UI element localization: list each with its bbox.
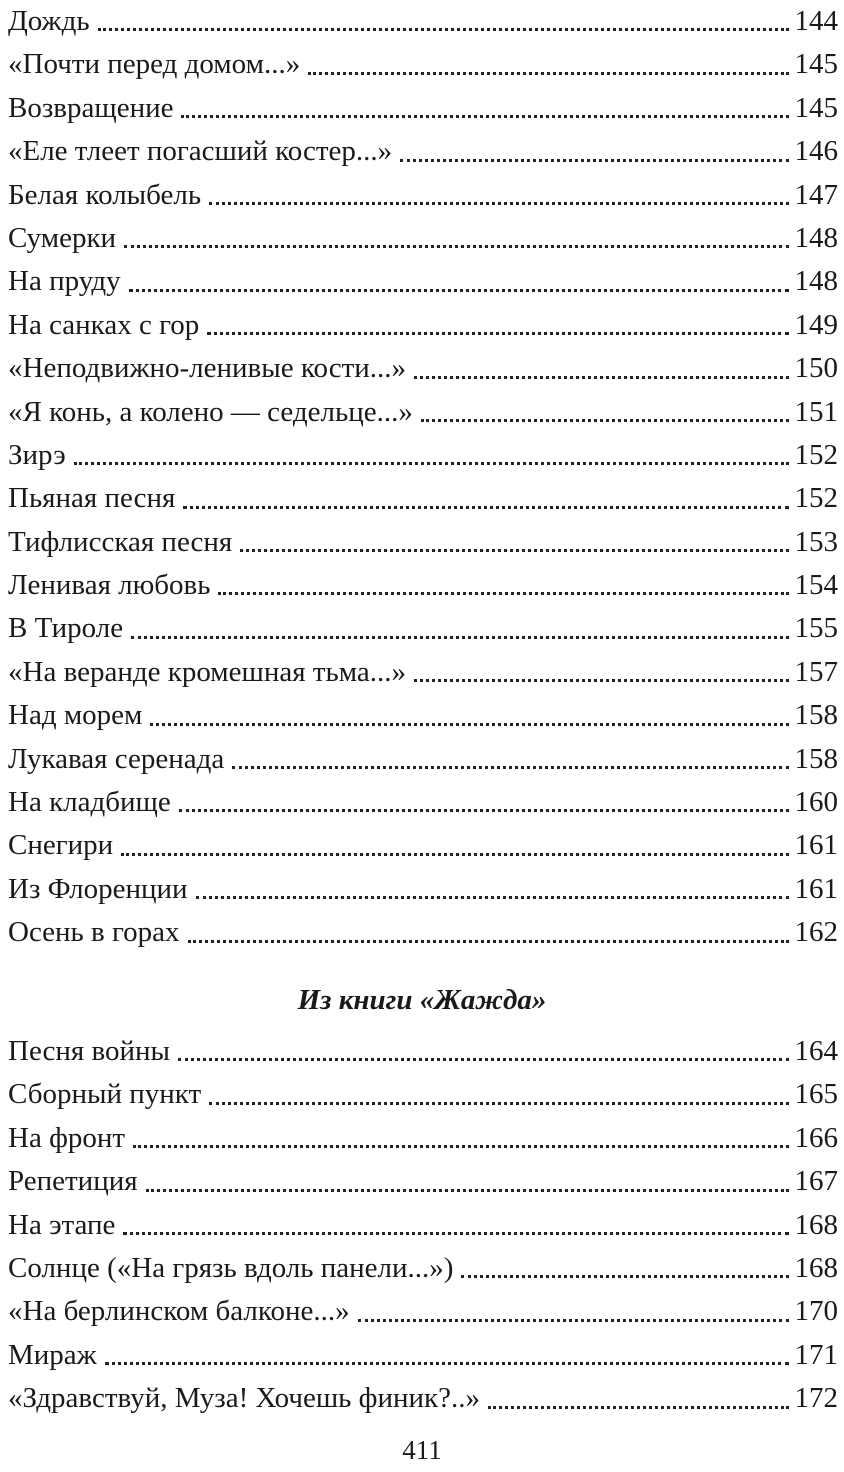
toc-entry-page: 146 — [794, 135, 838, 168]
toc-entry-page: 161 — [794, 872, 838, 905]
toc-entry-title: На кладбище — [8, 786, 171, 819]
dot-leader — [181, 115, 788, 118]
dot-leader — [123, 1232, 788, 1235]
toc-entry-title: На пруду — [8, 265, 121, 298]
toc-entry-page: 171 — [794, 1338, 838, 1371]
toc-entry-title: Сумерки — [8, 221, 117, 254]
toc-entry-page: 148 — [794, 265, 838, 298]
dot-leader — [414, 679, 789, 682]
toc-entry — [8, 1290, 838, 1333]
dot-leader — [358, 1319, 789, 1322]
toc-entry-page: 145 — [794, 91, 838, 124]
section-title: Из книги «Жажда» — [297, 984, 547, 1016]
toc-entry-title: На фронт — [8, 1121, 126, 1154]
toc-entry-page: 161 — [794, 829, 838, 862]
toc-entry-title: «Неподвижно-ленивые кости...» — [8, 352, 407, 385]
toc-entry-title: Пьяная песня — [8, 482, 176, 515]
dot-leader — [105, 1362, 789, 1365]
toc-entry — [8, 1334, 838, 1377]
dot-leader — [400, 159, 788, 162]
toc-entry-page: 158 — [794, 699, 838, 732]
toc-entry-page: 147 — [794, 178, 838, 211]
toc-entry — [8, 217, 838, 260]
toc-entry — [8, 911, 838, 954]
toc-entry-title: На этапе — [8, 1208, 116, 1241]
toc-entry-page: 157 — [794, 655, 838, 688]
toc-entry-title: Репетиция — [8, 1165, 138, 1198]
toc-entry — [8, 521, 838, 564]
toc-entry — [8, 304, 838, 347]
dot-leader — [150, 723, 788, 726]
dot-leader — [133, 1145, 788, 1148]
toc-entry-title: Снегири — [8, 829, 114, 862]
toc-entry-title: Солнце («На грязь вдоль панели...») — [8, 1251, 454, 1284]
toc-entry — [8, 87, 838, 130]
toc-entry — [8, 564, 838, 607]
toc-entry — [8, 694, 838, 737]
toc-entry-title: «Я конь, а колено — седельце...» — [8, 395, 413, 428]
toc-entry-page: 165 — [794, 1078, 838, 1111]
toc-entry — [8, 1030, 838, 1073]
toc-entry-title: Песня войны — [8, 1035, 171, 1067]
dot-leader — [232, 766, 788, 769]
toc-entry — [8, 174, 838, 217]
toc-entry-page: 168 — [794, 1208, 838, 1241]
toc-entry-title: Над морем — [8, 699, 143, 732]
dot-leader — [209, 202, 788, 205]
toc-entry-page: 155 — [794, 612, 838, 645]
toc-entry-page: 144 — [794, 5, 838, 37]
toc-entry-title: Возвращение — [8, 91, 174, 124]
dot-leader — [414, 376, 788, 379]
toc-entry-title: Зирэ — [8, 438, 66, 471]
toc-entry — [8, 1117, 838, 1160]
toc-entry — [8, 0, 838, 43]
toc-entry — [8, 651, 838, 694]
dot-leader — [131, 636, 788, 639]
toc-entry — [8, 434, 838, 477]
toc-entry-page: 170 — [794, 1295, 838, 1328]
dot-leader — [196, 896, 789, 899]
toc-entry — [8, 824, 838, 867]
toc-entry-page: 162 — [794, 916, 838, 949]
dot-leader — [218, 592, 788, 595]
dot-leader — [74, 462, 789, 465]
dot-leader — [124, 245, 788, 248]
dot-leader — [488, 1406, 789, 1409]
toc-entry-title: Мираж — [8, 1338, 97, 1371]
toc-entry-title: «На берлинском балконе...» — [8, 1295, 350, 1328]
toc-entry-page: 154 — [794, 569, 838, 602]
toc-entry-page: 150 — [794, 352, 838, 385]
dot-leader — [121, 853, 788, 856]
toc-entry-page: 160 — [794, 786, 838, 819]
toc-entry — [8, 1247, 838, 1290]
toc-entry-page: 152 — [794, 438, 838, 471]
toc-entry-title: «На веранде кромешная тьма...» — [8, 655, 406, 688]
page-number: 411 — [402, 1435, 442, 1465]
toc-entry — [8, 868, 838, 911]
dot-leader — [207, 332, 788, 335]
toc-entry-title: Осень в горах — [8, 916, 180, 949]
dot-leader — [183, 506, 788, 509]
toc-entry-page: 164 — [794, 1035, 838, 1067]
dot-leader — [421, 419, 789, 422]
toc-list-part1 — [8, 0, 838, 955]
toc-entry — [8, 391, 838, 434]
toc-entry-page: 167 — [794, 1165, 838, 1198]
toc-entry-title: «Еле тлеет погасший костер...» — [8, 135, 393, 168]
toc-entry-title: «Почти перед домом...» — [8, 48, 301, 81]
toc-entry-title: В Тироле — [8, 612, 124, 645]
toc-entry-title: Лукавая серенада — [8, 742, 225, 775]
dot-leader — [178, 1058, 788, 1061]
toc-entry — [8, 1377, 838, 1420]
toc-entry-page: 151 — [794, 395, 838, 428]
toc-entry-title: «Здравствуй, Муза! Хочешь финик?..» — [8, 1382, 480, 1415]
toc-entry-page: 158 — [794, 742, 838, 775]
toc-entry-title: Ленивая любовь — [8, 569, 211, 602]
toc-entry — [8, 1160, 838, 1203]
toc-entry — [8, 347, 838, 390]
dot-leader — [188, 940, 789, 943]
toc-entry-title: Дождь — [8, 5, 90, 37]
toc-entry-title: Белая колыбель — [8, 178, 202, 211]
toc-entry-page: 149 — [794, 308, 838, 341]
toc-entry-page: 172 — [794, 1382, 838, 1415]
dot-leader — [98, 28, 789, 31]
toc-entry — [8, 260, 838, 303]
toc-entry-page: 153 — [794, 525, 838, 558]
dot-leader — [146, 1189, 789, 1192]
toc-list-part2 — [8, 1030, 838, 1421]
dot-leader — [209, 1102, 788, 1105]
toc-entry-page: 152 — [794, 482, 838, 515]
toc-entry-title: Сборный пункт — [8, 1078, 202, 1111]
toc-entry-title: Из Флоренции — [8, 872, 188, 905]
toc-entry — [8, 43, 838, 86]
toc-entry — [8, 1073, 838, 1116]
dot-leader — [129, 289, 789, 292]
toc-entry-page: 166 — [794, 1121, 838, 1154]
toc-entry-title: Тифлисская песня — [8, 525, 233, 558]
toc-entry — [8, 781, 838, 824]
dot-leader — [179, 809, 789, 812]
toc-entry — [8, 1204, 838, 1247]
toc-entry-page: 148 — [794, 221, 838, 254]
dot-leader — [461, 1275, 788, 1278]
dot-leader — [240, 549, 788, 552]
toc-entry — [8, 130, 838, 173]
dot-leader — [308, 72, 788, 75]
toc-entry-page: 145 — [794, 48, 838, 81]
toc-entry-title: На санках с гор — [8, 308, 200, 341]
toc-entry — [8, 607, 838, 650]
toc-entry — [8, 738, 838, 781]
toc-entry — [8, 477, 838, 520]
toc-entry-page: 168 — [794, 1251, 838, 1284]
